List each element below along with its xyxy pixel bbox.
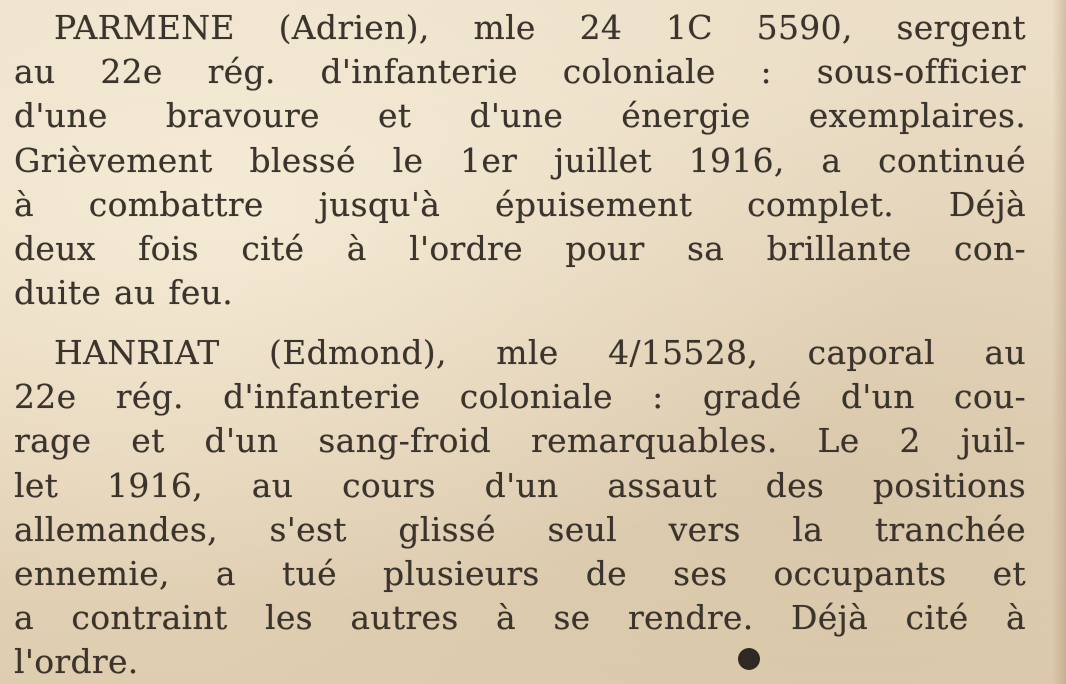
text-line: PARMENE (Adrien), mle 24 1C 5590, sergent	[54, 8, 1026, 47]
text-line: l'ordre.	[14, 642, 139, 682]
text-line: deux fois cité à l'ordre pour sa brillante con-	[14, 229, 1026, 269]
text-line: rage et d'un sang-froid remarquables. Le 2 juil-	[14, 421, 1026, 461]
text-line: au 22e rég. d'infanterie coloniale : sous-officier	[14, 52, 1026, 92]
text-line: duite au feu.	[14, 273, 234, 313]
text-line: 22e rég. d'infanterie coloniale : gradé d'un cou-	[14, 377, 1026, 417]
text-line: ennemie, a tué plusieurs de ses occupants et	[14, 554, 1026, 594]
text-line: à combattre jusqu'à épuisement complet. Déjà	[14, 184, 1026, 224]
text-line: HANRIAT (Edmond), mle 4/15528, caporal au	[54, 333, 1026, 372]
text-line: a contraint les autres à se rendre. Déjà cité à	[14, 598, 1026, 638]
citation-entry-parmene	[14, 6, 1026, 315]
text-line: Grièvement blessé le 1er juillet 1916, a continué	[14, 140, 1026, 180]
citation-entry-hanriat	[14, 331, 1026, 684]
text-line: d'une bravoure et d'une énergie exemplaires.	[14, 96, 1026, 136]
text-line: let 1916, au cours d'un assaut des positions	[14, 465, 1026, 505]
text-line: allemandes, s'est glissé seul vers la tranchée	[14, 509, 1026, 549]
bullet-dot-icon	[738, 648, 760, 670]
